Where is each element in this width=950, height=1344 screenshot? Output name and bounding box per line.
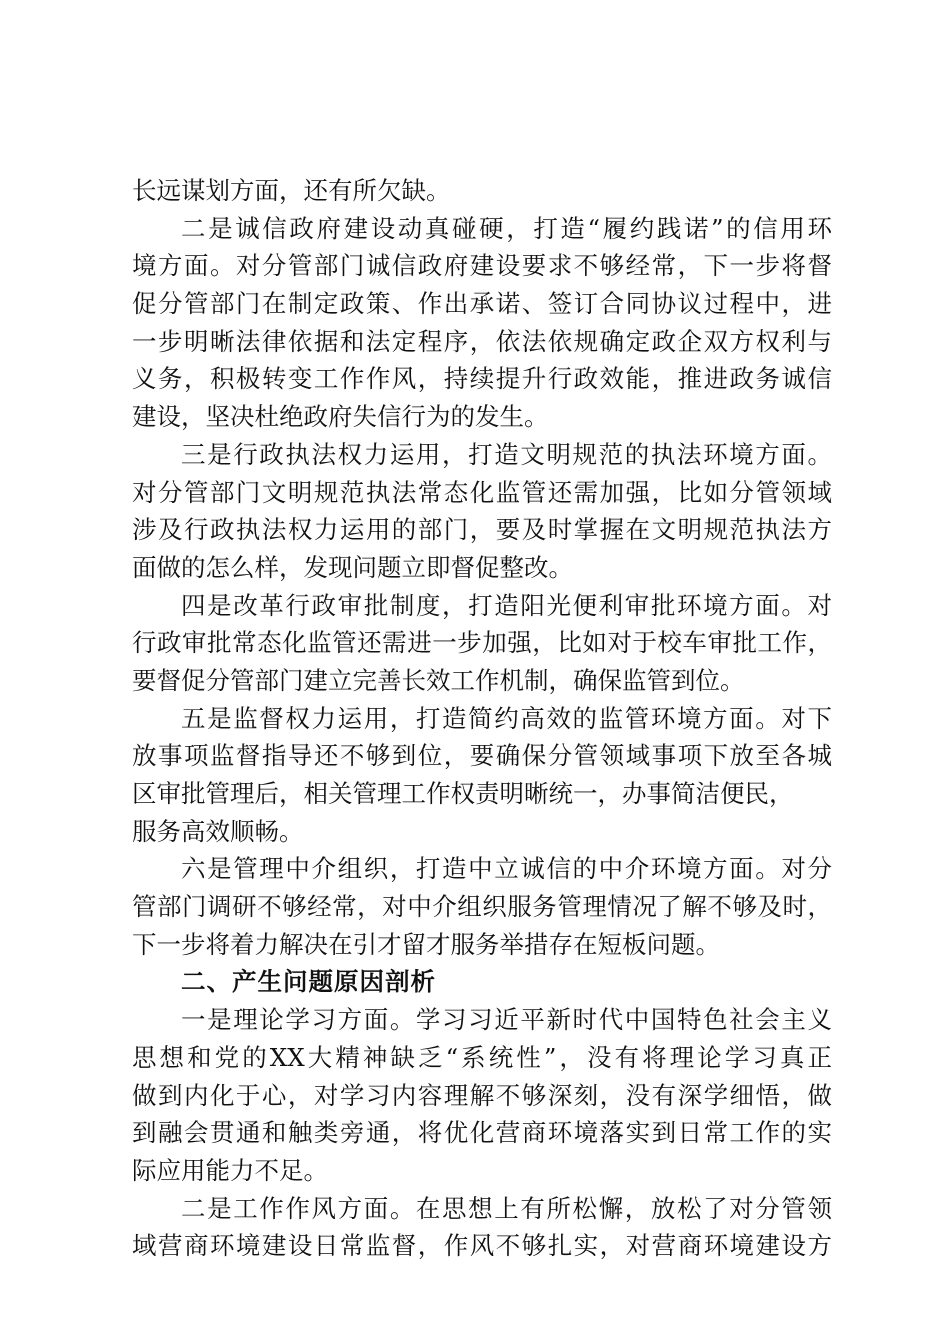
text-line: 一步明晰法律依据和法定程序，依法依规确定政企双方权利与 (132, 326, 832, 356)
text-line: 义务，积极转变工作作风，持续提升行政效能，推进政务诚信 (132, 364, 832, 394)
text-line: 思想和党的XX大精神缺乏“系统性”，没有将理论学习真正 (132, 1042, 832, 1072)
text-line: 做到内化于心，对学习内容理解不够深刻，没有深学细悟，做 (132, 1080, 832, 1110)
text-line: 放事项监督指导还不够到位，要确保分管领域事项下放至各城 (132, 741, 832, 771)
document-body (132, 172, 832, 1265)
text-line: 管部门调研不够经常，对中介组织服务管理情况了解不够及时， (132, 892, 832, 922)
text-line: 下一步将着力解决在引才留才服务举措存在短板问题。 (132, 929, 720, 959)
paragraph-start-line: 一是理论学习方面。学习习近平新时代中国特色社会主义 (181, 1005, 832, 1035)
text-line: 涉及行政执法权力运用的部门，要及时掌握在文明规范执法方 (132, 515, 832, 545)
paragraph-start-line: 三是行政执法权力运用，打造文明规范的执法环境方面。 (181, 439, 832, 469)
text-line: 服务高效顺畅。 (132, 816, 304, 846)
text-line: 促分管部门在制定政策、作出承诺、签订合同协议过程中，进 (132, 289, 832, 319)
text-line: 域营商环境建设日常监督，作风不够扎实，对营商环境建设方 (132, 1231, 832, 1261)
text-line: 行政审批常态化监管还需进一步加强，比如对于校车审批工作， (132, 628, 832, 658)
paragraph-start-line: 二是诚信政府建设动真碰硬，打造“履约践诺”的信用环 (181, 213, 832, 243)
text-line: 建设，坚决杜绝政府失信行为的发生。 (132, 402, 549, 432)
text-line: 面做的怎么样，发现问题立即督促整改。 (132, 552, 573, 582)
paragraph-start-line: 五是监督权力运用，打造简约高效的监管环境方面。对下 (181, 703, 832, 733)
paragraph-start-line: 六是管理中介组织，打造中立诚信的中介环境方面。对分 (181, 854, 832, 884)
text-line: 长远谋划方面，还有所欠缺。 (132, 176, 451, 205)
text-line: 际应用能力不足。 (132, 1155, 328, 1185)
paragraph-start-line: 四是改革行政审批制度，打造阳光便利审批环境方面。对 (181, 590, 832, 620)
text-line: 区审批管理后，相关管理工作权责明晰统一，办事简洁便民， (132, 779, 794, 808)
text-line: 要督促分管部门建立完善长效工作机制，确保监管到位。 (132, 665, 745, 695)
text-line: 到融会贯通和触类旁通，将优化营商环境落实到日常工作的实 (132, 1118, 832, 1148)
text-line: 境方面。对分管部门诚信政府建设要求不够经常，下一步将督 (132, 251, 832, 281)
paragraph-start-line: 二是工作作风方面。在思想上有所松懈，放松了对分管领 (181, 1193, 832, 1223)
section-heading: 二、产生问题原因剖析 (181, 967, 436, 997)
text-line: 对分管部门文明规范执法常态化监管还需加强，比如分管领域 (132, 477, 832, 507)
